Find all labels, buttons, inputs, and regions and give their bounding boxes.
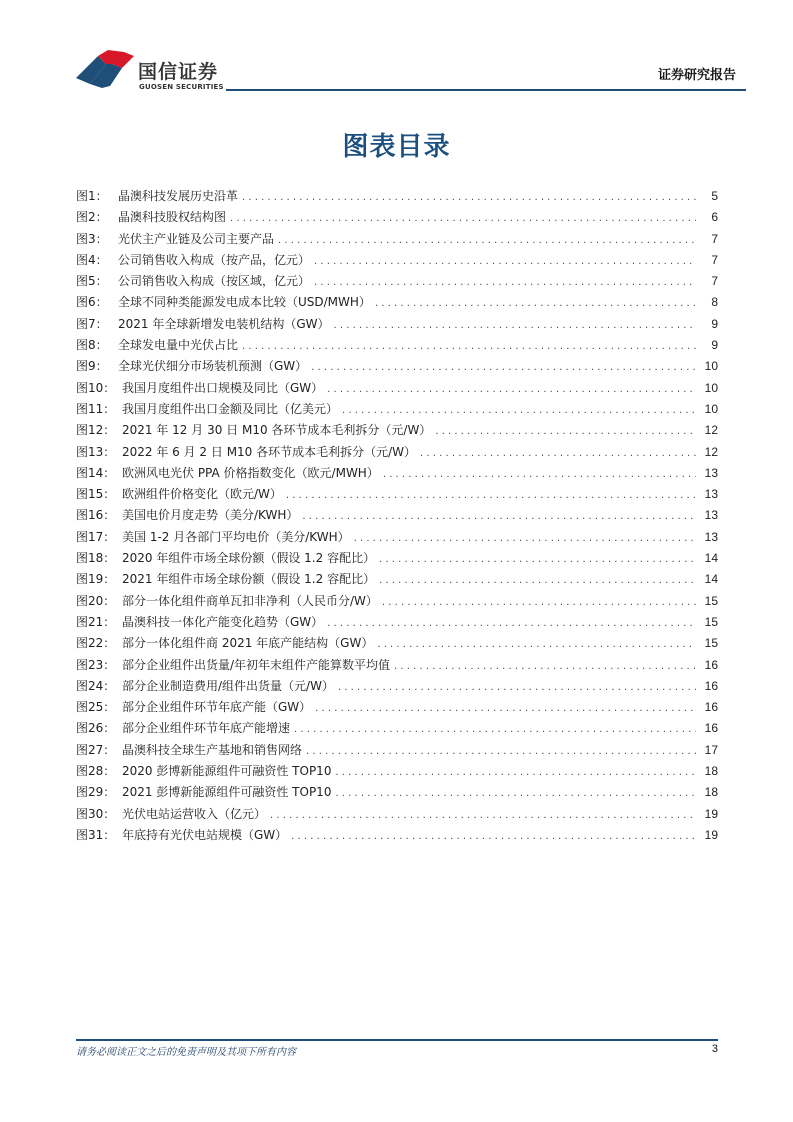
figure-number: 图1： xyxy=(76,189,108,203)
figure-title: 部分企业组件环节年底产能增速 xyxy=(122,721,291,736)
page-ref: 18 xyxy=(704,764,718,779)
toc-entry[interactable] xyxy=(76,633,718,654)
figure-number: 图28： xyxy=(76,764,116,779)
figure-number: 图20： xyxy=(76,593,116,608)
figure-number: 图15： xyxy=(76,487,116,502)
page-ref: 9 xyxy=(711,338,718,353)
page-ref: 15 xyxy=(704,614,718,629)
page-ref: 16 xyxy=(704,700,718,715)
toc-entry-label xyxy=(76,548,375,569)
toc-entry-label xyxy=(76,378,323,399)
figure-title: 晶澳科技发展历史沿革 xyxy=(118,189,239,203)
figure-title: 公司销售收入构成（按区域，亿元） xyxy=(118,274,311,289)
toc-entry-label xyxy=(76,314,330,335)
toc-entry[interactable] xyxy=(76,250,718,271)
dot-leader xyxy=(375,293,696,314)
figure-title: 部分一体化组件商 2021 年底产能结构（GW） xyxy=(122,636,374,651)
figure-number: 图11： xyxy=(76,401,116,416)
page-ref: 14 xyxy=(704,572,718,587)
figure-number: 图30： xyxy=(76,806,116,821)
figure-number: 图26： xyxy=(76,721,116,736)
toc-entry[interactable] xyxy=(76,186,718,207)
dot-leader xyxy=(315,698,696,719)
page-ref: 5 xyxy=(711,189,718,203)
toc-entry-label xyxy=(76,420,431,441)
figure-number: 图4： xyxy=(76,252,108,267)
dot-leader xyxy=(377,634,696,655)
toc-entry[interactable] xyxy=(76,335,718,356)
page-ref: 15 xyxy=(704,636,718,651)
dot-leader xyxy=(435,421,696,442)
dot-leader xyxy=(327,379,696,400)
page-ref: 13 xyxy=(704,465,718,480)
toc-entry-label xyxy=(76,356,307,377)
toc-entry-label xyxy=(76,484,282,505)
page-ref: 10 xyxy=(704,380,718,395)
figure-title: 2021 年组件市场全球份额（假设 1.2 容配比） xyxy=(122,572,376,587)
toc-entry-label xyxy=(76,612,323,633)
figure-number: 图23： xyxy=(76,657,116,672)
toc-entry-label xyxy=(76,676,334,697)
figure-title: 我国月度组件出口规模及同比（GW） xyxy=(122,380,324,395)
toc-entry[interactable] xyxy=(76,825,718,846)
toc-entry[interactable] xyxy=(76,292,718,313)
figure-title: 2022 年 6 月 2 日 M10 各环节成本毛利拆分（元/W） xyxy=(122,444,417,459)
dot-leader xyxy=(334,315,696,336)
page-ref: 10 xyxy=(704,401,718,416)
page-ref: 12 xyxy=(704,423,718,438)
toc-entry-label xyxy=(76,591,378,612)
toc-entry-label xyxy=(76,229,274,250)
toc-entry-label xyxy=(76,804,266,825)
toc-entry-label xyxy=(76,718,290,739)
figure-title: 2020 年组件市场全球份额（假设 1.2 容配比） xyxy=(122,551,376,566)
figure-title: 我国月度组件出口金额及同比（亿美元） xyxy=(122,401,339,416)
figure-title: 晶澳科技一体化产能变化趋势（GW） xyxy=(122,614,324,629)
dot-leader xyxy=(383,464,696,485)
toc-entry[interactable] xyxy=(76,782,718,803)
page-ref: 16 xyxy=(704,721,718,736)
page-ref: 13 xyxy=(704,487,718,502)
figure-title: 部分企业制造费用/组件出货量（元/W） xyxy=(122,678,334,693)
figure-number: 图19： xyxy=(76,572,116,587)
footer-divider xyxy=(76,1039,718,1041)
dot-leader xyxy=(286,485,696,506)
page-ref: 18 xyxy=(704,785,718,800)
figure-number: 图8： xyxy=(76,338,108,353)
page-ref: 14 xyxy=(704,551,718,566)
figure-number: 图27： xyxy=(76,742,116,757)
figure-number: 图25： xyxy=(76,700,116,715)
figure-number: 图14： xyxy=(76,465,116,480)
toc-entry-label xyxy=(76,740,302,761)
page-ref: 13 xyxy=(704,529,718,544)
toc-entry-label xyxy=(76,697,311,718)
dot-leader xyxy=(354,528,696,549)
dot-leader xyxy=(335,783,696,804)
figure-title: 2021 年全球新增发电装机结构（GW） xyxy=(118,316,330,331)
toc-entry[interactable] xyxy=(76,740,718,761)
figure-number: 图31： xyxy=(76,827,116,842)
toc-entry[interactable] xyxy=(76,676,718,697)
dot-leader xyxy=(327,613,696,634)
page-ref: 17 xyxy=(704,742,718,757)
page-ref: 7 xyxy=(711,231,718,246)
figure-number: 图9： xyxy=(76,359,108,374)
figure-title: 晶澳科技股权结构图 xyxy=(118,210,227,225)
page-ref: 16 xyxy=(704,678,718,693)
figure-list xyxy=(76,186,718,846)
toc-entry-label xyxy=(76,399,338,420)
figure-number: 图16： xyxy=(76,508,116,523)
figure-number: 图2： xyxy=(76,210,108,225)
toc-entry[interactable] xyxy=(76,718,718,739)
toc-entry[interactable] xyxy=(76,548,718,569)
dot-leader xyxy=(394,656,696,677)
toc-entry-label xyxy=(76,527,350,548)
toc-entry[interactable] xyxy=(76,271,718,292)
figure-number: 图17： xyxy=(76,529,116,544)
figure-number: 图18： xyxy=(76,551,116,566)
figure-title: 部分企业组件环节年底产能（GW） xyxy=(122,700,312,715)
figure-number: 图22： xyxy=(76,636,116,651)
figure-title: 部分一体化组件商单瓦扣非净利（人民币分/W） xyxy=(122,593,378,608)
figure-title: 2021 年 12 月 30 日 M10 各环节成本毛利拆分（元/W） xyxy=(122,423,432,438)
toc-entry-label xyxy=(76,825,287,846)
toc-entry[interactable] xyxy=(76,527,718,548)
toc-entry-label xyxy=(76,186,238,207)
toc-entry[interactable] xyxy=(76,399,718,420)
dot-leader xyxy=(242,336,696,357)
figure-title: 美国电价月度走势（美分/KWH） xyxy=(122,508,299,523)
report-type-label: 证券研究报告 xyxy=(657,68,736,83)
toc-entry[interactable] xyxy=(76,569,718,590)
brand-name-cn: 国信证券 xyxy=(138,61,219,83)
toc-entry[interactable] xyxy=(76,229,718,250)
dot-leader xyxy=(420,443,696,464)
dot-leader xyxy=(302,506,696,527)
toc-entry-label xyxy=(76,655,390,676)
dot-leader xyxy=(242,187,696,208)
figure-title: 全球发电量中光伏占比 xyxy=(118,338,239,353)
dot-leader xyxy=(379,549,696,570)
figure-title: 年底持有光伏电站规模（GW） xyxy=(122,827,288,842)
dot-leader xyxy=(270,805,696,826)
toc-entry[interactable] xyxy=(76,378,718,399)
toc-entry[interactable] xyxy=(76,463,718,484)
figure-number: 图10： xyxy=(76,380,116,395)
toc-entry-label xyxy=(76,505,298,526)
dot-leader xyxy=(382,592,696,613)
toc-entry-label xyxy=(76,569,375,590)
dot-leader xyxy=(291,826,696,847)
dot-leader xyxy=(338,677,696,698)
figure-title: 公司销售收入构成（按产品，亿元） xyxy=(118,252,311,267)
toc-entry[interactable] xyxy=(76,314,718,335)
brand-name-en: GUOSEN SECURITIES xyxy=(139,83,224,91)
figure-number: 图7： xyxy=(76,316,108,331)
figure-number: 图21： xyxy=(76,614,116,629)
toc-entry-label xyxy=(76,271,310,292)
page-ref: 19 xyxy=(704,806,718,821)
figure-title: 欧洲组件价格变化（欧元/W） xyxy=(122,487,282,502)
dot-leader xyxy=(342,400,696,421)
figure-number: 图29： xyxy=(76,785,116,800)
toc-entry-label xyxy=(76,761,331,782)
figure-title: 光伏电站运营收入（亿元） xyxy=(122,806,267,821)
dot-leader xyxy=(311,357,696,378)
figure-title: 欧洲风电光伏 PPA 价格指数变化（欧元/MWH） xyxy=(122,465,379,480)
page-ref: 8 xyxy=(711,295,718,310)
page-ref: 7 xyxy=(711,274,718,289)
page-ref: 10 xyxy=(704,359,718,374)
toc-entry[interactable] xyxy=(76,207,718,228)
toc-entry[interactable] xyxy=(76,484,718,505)
toc-entry[interactable] xyxy=(76,697,718,718)
toc-entry-label xyxy=(76,207,226,228)
page-number: 3 xyxy=(711,1043,718,1055)
toc-entry[interactable] xyxy=(76,591,718,612)
dot-leader xyxy=(379,570,696,591)
toc-entry-label xyxy=(76,782,331,803)
dot-leader xyxy=(314,251,696,272)
toc-entry-label xyxy=(76,442,416,463)
dot-leader xyxy=(314,272,696,293)
figure-title: 2020 彭博新能源组件可融资性 TOP10 xyxy=(122,764,332,779)
toc-entry[interactable] xyxy=(76,612,718,633)
page-ref: 6 xyxy=(711,210,718,225)
figure-title: 光伏主产业链及公司主要产品 xyxy=(118,231,275,246)
page-ref: 16 xyxy=(704,657,718,672)
figure-number: 图13： xyxy=(76,444,116,459)
toc-entry[interactable] xyxy=(76,356,718,377)
header-divider xyxy=(226,89,746,91)
dot-leader xyxy=(306,741,696,762)
figure-number: 图3： xyxy=(76,231,108,246)
page-ref: 7 xyxy=(711,252,718,267)
page-ref: 15 xyxy=(704,593,718,608)
figure-number: 图24： xyxy=(76,678,116,693)
toc-entry[interactable] xyxy=(76,420,718,441)
toc-entry-label xyxy=(76,463,379,484)
toc-entry-label xyxy=(76,292,371,313)
figure-number: 图5： xyxy=(76,274,108,289)
dot-leader xyxy=(278,230,696,251)
figure-title: 美国 1-2 月各部门平均电价（美分/KWH） xyxy=(122,529,350,544)
figure-title: 晶澳科技全球生产基地和销售网络 xyxy=(122,742,303,757)
toc-entry[interactable] xyxy=(76,442,718,463)
page-header xyxy=(0,0,793,110)
toc-entry[interactable] xyxy=(76,505,718,526)
page-ref: 19 xyxy=(704,827,718,842)
toc-entry-label xyxy=(76,633,373,654)
toc-entry[interactable] xyxy=(76,655,718,676)
toc-entry-label xyxy=(76,335,238,356)
figure-title: 全球光伏细分市场装机预测（GW） xyxy=(118,359,308,374)
dot-leader xyxy=(230,208,696,229)
guosen-logo-icon xyxy=(76,50,136,90)
dot-leader xyxy=(335,762,696,783)
dot-leader xyxy=(294,719,696,740)
figure-title: 2021 彭博新能源组件可融资性 TOP10 xyxy=(122,785,332,800)
figure-title: 部分企业组件出货量/年初年末组件产能算数平均值 xyxy=(122,657,391,672)
toc-entry[interactable] xyxy=(76,761,718,782)
toc-entry[interactable] xyxy=(76,804,718,825)
page-title: 图表目录 xyxy=(342,132,451,162)
figure-title: 全球不同种类能源发电成本比较（USD/MWH） xyxy=(118,295,371,310)
figure-number: 图6： xyxy=(76,295,108,310)
toc-entry-label xyxy=(76,250,310,271)
figure-number: 图12： xyxy=(76,423,116,438)
page-ref: 9 xyxy=(711,316,718,331)
page-ref: 12 xyxy=(704,444,718,459)
disclaimer-note: 请务必阅读正文之后的免责声明及其项下所有内容 xyxy=(76,1047,296,1058)
page-ref: 13 xyxy=(704,508,718,523)
